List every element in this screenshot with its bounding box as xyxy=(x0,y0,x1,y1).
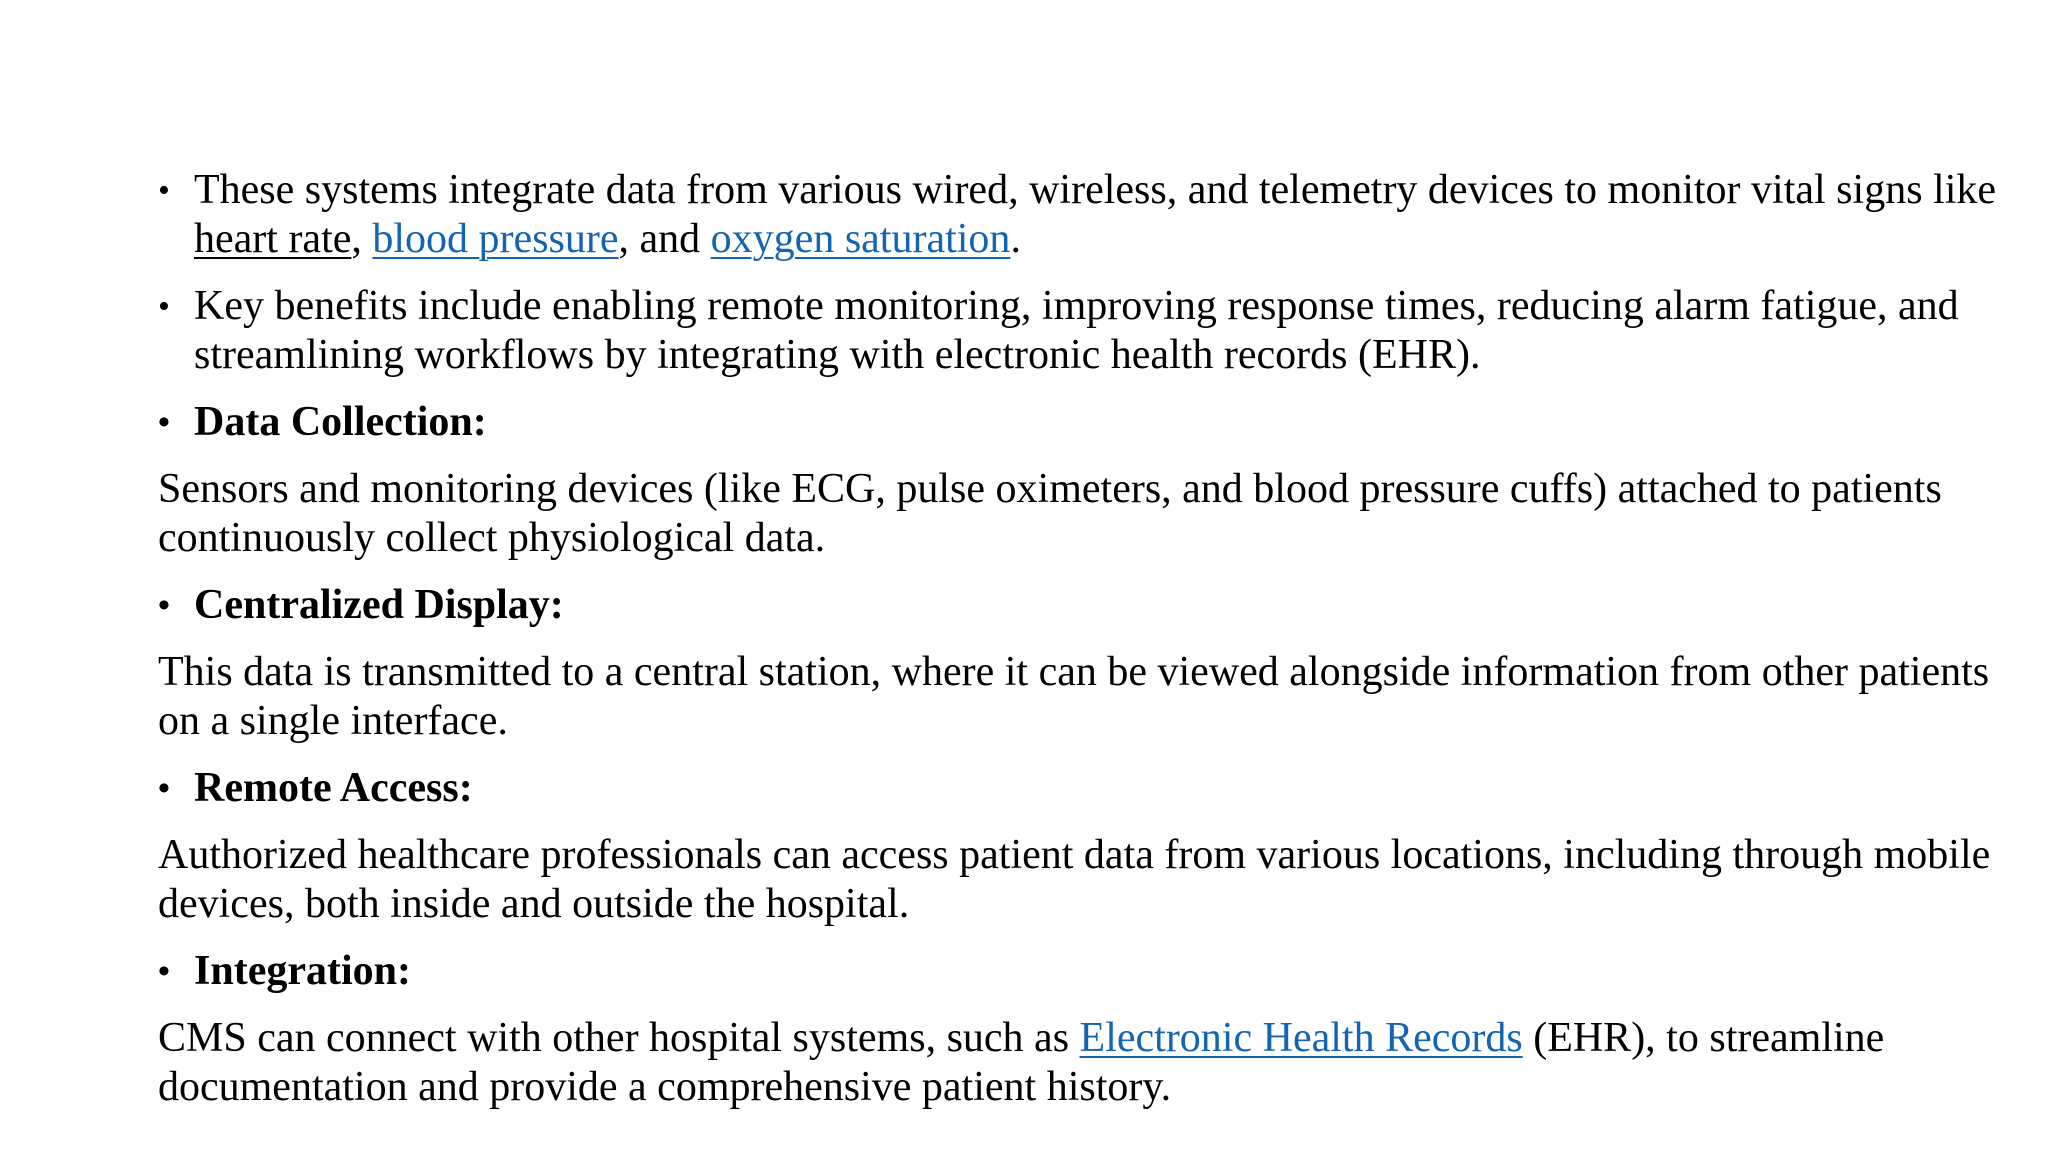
bullet-vital-signs xyxy=(158,166,2008,264)
heading-integration xyxy=(158,947,2008,996)
heading-remote-access xyxy=(158,764,2008,813)
heading-data-collection xyxy=(158,398,2008,447)
heading-text: Data Collection: xyxy=(194,399,487,445)
link-electronic-health-records[interactable]: Electronic Health Records xyxy=(1079,1015,1523,1061)
link-blood-pressure[interactable]: blood pressure xyxy=(372,216,619,262)
paragraph-integration xyxy=(158,1014,2008,1112)
heading-text: Integration: xyxy=(194,948,411,994)
term-heart-rate: heart rate xyxy=(194,216,352,262)
heading-text: Centralized Display: xyxy=(194,582,564,628)
separator: , and xyxy=(618,216,711,262)
slide-content xyxy=(158,166,2008,1130)
paragraph-text: CMS can connect with other hospital systems, such as xyxy=(158,1015,1080,1061)
paragraph-text: (EHR), to streamline documentation and provide a comprehensive patient history. xyxy=(158,1015,1885,1110)
heading-centralized-display xyxy=(158,581,2008,630)
paragraph-remote-access: Authorized healthcare professionals can access patient data from various locations, including through mobile devices, both inside and outside the hospital. xyxy=(158,832,1991,927)
bullet-dot: • xyxy=(158,172,170,209)
paragraph-data-collection: Sensors and monitoring devices (like ECG, pulse oximeters, and blood pressure cuffs) attached to patients continuously collect physiological data. xyxy=(158,466,1942,561)
bullet-text: These systems integrate data from various wired, wireless, and telemetry devices to monitor vital signs like xyxy=(194,167,1997,213)
bullet-dot: • xyxy=(158,587,170,624)
link-oxygen-saturation[interactable]: oxygen saturation xyxy=(710,216,1011,262)
bullet-text: Key benefits include enabling remote monitoring, improving response times, reducing alarm fatigue, and streamlining workflows by integrating with electronic health records (EHR). xyxy=(194,283,1959,378)
paragraph-centralized-display: This data is transmitted to a central station, where it can be viewed alongside information from other patients on a single interface. xyxy=(158,649,1990,744)
bullet-key-benefits xyxy=(158,282,2008,380)
bullet-dot: • xyxy=(158,770,170,807)
bullet-dot: • xyxy=(158,288,170,325)
sentence-end: . xyxy=(1010,216,1021,262)
bullet-dot: • xyxy=(158,953,170,990)
bullet-dot: • xyxy=(158,404,170,441)
separator: , xyxy=(351,216,373,262)
heading-text: Remote Access: xyxy=(194,765,473,811)
